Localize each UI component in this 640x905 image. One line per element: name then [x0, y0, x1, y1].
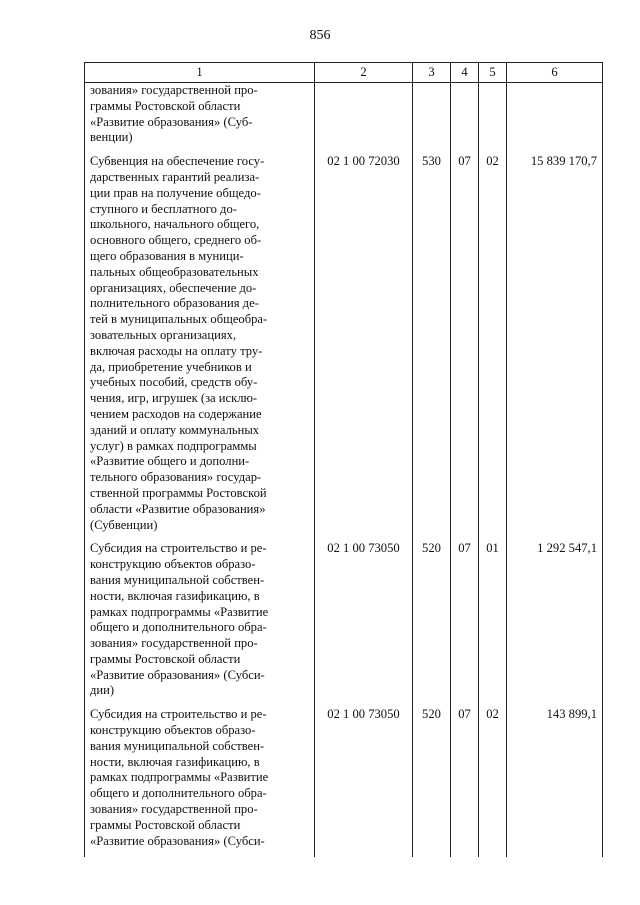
target-article-code: 02 1 00 72030: [315, 154, 413, 541]
amount: [507, 83, 603, 155]
table-body: [85, 83, 603, 858]
expense-name-line: «Развитие образования» (Суб-: [90, 114, 253, 129]
expense-name-line: граммы Ростовской области: [90, 651, 241, 666]
expense-name: [85, 83, 315, 155]
page-number: 856: [309, 28, 331, 43]
subsection-code: 01: [479, 541, 507, 707]
expense-name-line: ции прав на получение общедо-: [90, 185, 261, 200]
expense-name-line: вания муниципальной собствен-: [90, 738, 265, 753]
expense-name-line: конструкцию объектов образо-: [90, 723, 256, 738]
expense-name-line: тей в муниципальных общеобра-: [90, 312, 268, 327]
expense-name-line: зования» государственной про-: [90, 636, 258, 651]
expense-name-line: тельного образования» государ-: [90, 470, 262, 485]
expense-name-line: ности, включая газификацию, в: [90, 754, 260, 769]
expense-name-line: ступного и бесплатного до-: [90, 201, 237, 216]
expense-name-line: зовательных организациях,: [90, 327, 237, 342]
column-number-row: [85, 63, 603, 83]
amount: 143 899,1: [507, 707, 603, 857]
expense-name-line: венции): [90, 130, 133, 145]
target-article-code: [315, 83, 413, 155]
expense-name-line: основного общего, среднего об-: [90, 233, 262, 248]
expense-name-line: зования» государственной про-: [90, 83, 258, 97]
expense-name-line: «Развитие образования» (Субси-: [90, 667, 265, 682]
expense-name-line: включая расходы на оплату тру-: [90, 343, 263, 358]
expense-name-line: общего и дополнительного обра-: [90, 786, 267, 801]
expense-name-line: рамках подпрограммы «Развитие: [90, 604, 269, 619]
subsection-code: 02: [479, 707, 507, 857]
expense-name-line: школьного, начального общего,: [90, 217, 260, 232]
target-article-code: 02 1 00 73050: [315, 541, 413, 707]
expense-name: [85, 707, 315, 857]
expense-name-line: дарственных гарантий реализа-: [90, 169, 260, 184]
table-row: [85, 154, 603, 541]
table-header: [85, 63, 603, 83]
expense-name-line: ности, включая газификацию, в: [90, 588, 260, 603]
expense-type: 530: [413, 154, 451, 541]
expense-name-line: пальных общеобразовательных: [90, 264, 259, 279]
subsection-code: [479, 83, 507, 155]
expense-name-line: (Субвенции): [90, 517, 158, 532]
expense-type: 520: [413, 541, 451, 707]
expense-name-line: Субсидия на строительство и ре-: [90, 707, 267, 722]
expense-name-line: чения, игр, игрушек (за исклю-: [90, 391, 258, 406]
expense-name-line: щего образования в муници-: [90, 248, 244, 263]
expense-name-line: учебных пособий, средств обу-: [90, 375, 258, 390]
expense-name: [85, 541, 315, 707]
expense-name-line: вания муниципальной собствен-: [90, 572, 265, 587]
section-code: 07: [451, 154, 479, 541]
expense-name-line: чением расходов на содержание: [90, 406, 262, 421]
expense-name-line: рамках подпрограммы «Развитие: [90, 770, 269, 785]
expense-name-line: услуг) в рамках подпрограммы: [90, 438, 257, 453]
expense-name-line: «Развитие общего и дополни-: [90, 454, 250, 469]
expense-name-line: граммы Ростовской области: [90, 98, 241, 113]
table-row: [85, 707, 603, 857]
expense-name: [85, 154, 315, 541]
expense-name-line: граммы Ростовской области: [90, 817, 241, 832]
budget-table: [84, 62, 603, 857]
column-number-6: 6: [507, 63, 603, 83]
expense-name-line: зования» государственной про-: [90, 802, 258, 817]
column-number-1: 1: [85, 63, 315, 83]
column-number-4: 4: [451, 63, 479, 83]
expense-name-line: Субвенция на обеспечение госу-: [90, 154, 265, 169]
expense-name-line: общего и дополнительного обра-: [90, 620, 267, 635]
expense-name-line: «Развитие образования» (Субси-: [90, 833, 265, 848]
subsection-code: 02: [479, 154, 507, 541]
column-number-2: 2: [315, 63, 413, 83]
amount: 1 292 547,1: [507, 541, 603, 707]
expense-name-line: области «Развитие образования»: [90, 501, 266, 516]
amount: 15 839 170,7: [507, 154, 603, 541]
section-code: [451, 83, 479, 155]
expense-name-line: конструкцию объектов образо-: [90, 557, 256, 572]
expense-type: 520: [413, 707, 451, 857]
table-row: [85, 541, 603, 707]
expense-name-line: Субсидия на строительство и ре-: [90, 541, 267, 556]
section-code: 07: [451, 707, 479, 857]
expense-name-line: да, приобретение учебников и: [90, 359, 252, 374]
column-number-3: 3: [413, 63, 451, 83]
expense-name-line: полнительного образования де-: [90, 296, 259, 311]
expense-type: [413, 83, 451, 155]
expense-name-line: организациях, обеспечение до-: [90, 280, 257, 295]
target-article-code: 02 1 00 73050: [315, 707, 413, 857]
table-row: [85, 83, 603, 155]
expense-name-line: зданий и оплату коммунальных: [90, 422, 260, 437]
expense-name-line: дии): [90, 683, 115, 698]
section-code: 07: [451, 541, 479, 707]
column-number-5: 5: [479, 63, 507, 83]
expense-name-line: ственной программы Ростовской: [90, 485, 267, 500]
